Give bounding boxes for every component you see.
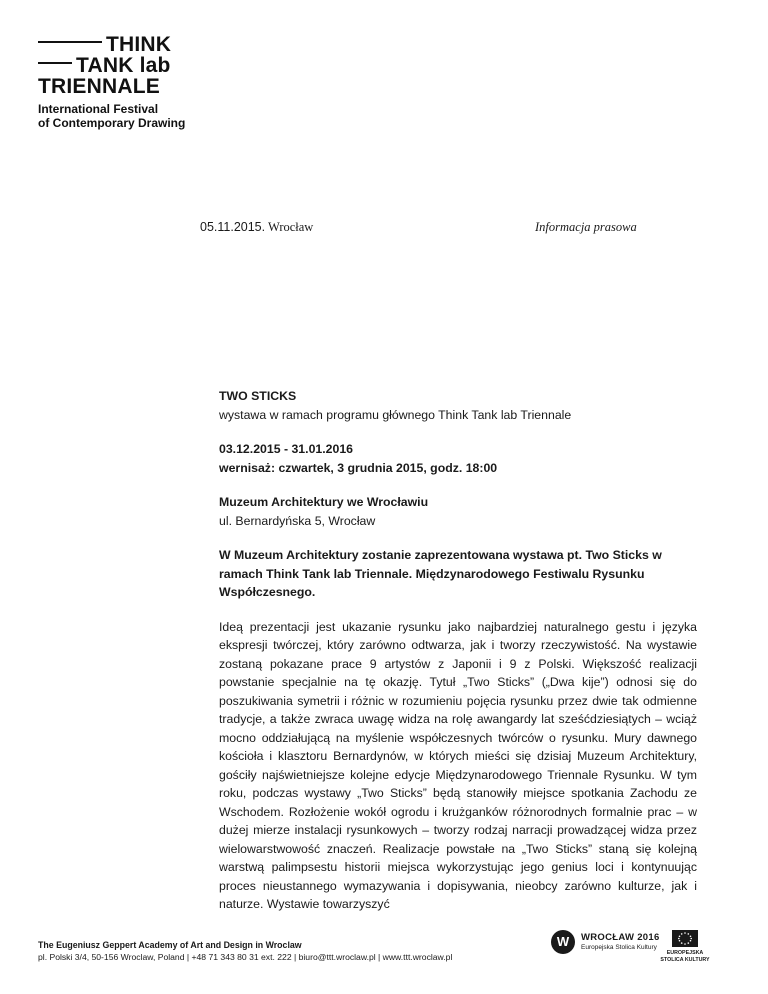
wroclaw-2016-subtitle: Europejska Stolica Kultury bbox=[581, 944, 657, 951]
festival-logo bbox=[38, 34, 208, 134]
w-circle-icon: W bbox=[551, 930, 575, 954]
eu-label-1: EUROPEJSKA bbox=[666, 950, 704, 956]
logo-word-triennale: TRIENNALE bbox=[38, 75, 160, 98]
body-paragraph: Ideą prezentacji jest ukazanie rysunku jako najbardziej naturalnego gestu i języka ekspresji twórczej, który zarówno odtwarza, jak i tworzy rzeczywistość. Na wystawie zostaną pokazane prace 9 artystów z Japonii i 9 z Polski. Większość realizacji powstanie specjalnie na tę okazję. Tytuł „Two Sticks” („Dwa kije”) odnosi się do poszukiwania symetrii i różnic w rozumieniu pojęcia rysunku przez dwie tak odmienne tradycje, a także zwraca uwagę widza na rolę awangardy lat sześćdziesiątych – wciąż mocno oddziałującą na myślenie współczesnych twórców o rysunku. Mury dawnego kościoła i klasztoru Bernardynów, w których mieści się dzisiaj Muzeum Architektury, gościły najświetniejsze kolejne edycje Międzynarodowego Triennale Rysunku. W tym roku, podczas wystawy „Two Sticks” będą stanowiły miejsce spotkania Zachodu ze Wschodem. Rozłożenie wokół ogrodu i krużganków różnorodnych formalnie prac – w dużej mierze instalacji rysunkowych – tworzy rodzaj narracji prowadzącej widza przez wielowarstwowość znaczeń. Realizacje powstałe na „Two Sticks” staną się kolejną warstwą palimpsestu historii miejsca wykorzystując jego genius loci i kontynuując proces nieustannego wymazywania i dopisywania, nieobcy zarówno kulturze, jak i naturze. Wystawie towarzyszyć bbox=[219, 619, 697, 911]
exhibition-opening: wernisaż: czwartek, 3 grudnia 2015, godz. 18:00 bbox=[219, 460, 498, 475]
logo-word-think: THINK bbox=[106, 33, 172, 56]
exhibition-subtitle: wystawa w ramach programu głównego Think Tank lab Triennale bbox=[219, 407, 572, 422]
wroclaw-2016-logo bbox=[551, 930, 661, 960]
logo-subtitle-1: International Festival bbox=[38, 102, 159, 116]
eu-label-2: STOLICA KULTURY bbox=[660, 956, 710, 963]
press-content bbox=[219, 387, 697, 914]
footer-organization: The Eugeniusz Geppert Academy of Art and Design in Wroclaw bbox=[38, 940, 302, 950]
logo-line bbox=[38, 41, 102, 43]
venue-name: Muzeum Architektury we Wrocławiu bbox=[219, 495, 429, 509]
lead-paragraph: W Muzeum Architektury zostanie zaprezentowana wystawa pt. Two Sticks w ramach Think Tank lab Triennale. Międzynarodowego Festiwalu Rysunku Współczesnego. bbox=[219, 548, 662, 599]
footer bbox=[38, 939, 452, 963]
exhibition-title: TWO STICKS bbox=[219, 389, 297, 403]
venue-address: ul. Bernardyńska 5, Wrocław bbox=[219, 513, 376, 528]
logo-subtitle-2: of Contemporary Drawing bbox=[38, 116, 186, 130]
eu-flag-icon bbox=[672, 930, 698, 947]
press-release-label: Informacja prasowa bbox=[535, 220, 637, 234]
wroclaw-2016-title: WROCŁAW 2016 bbox=[581, 932, 660, 943]
release-date: 05.11.2015. bbox=[200, 220, 266, 234]
footer-contact: pl. Polski 3/4, 50-156 Wroclaw, Poland | +48 71 343 80 31 ext. 222 | biuro@ttt.wroclaw.pl | www.ttt.wroclaw.pl bbox=[38, 952, 453, 962]
dateline bbox=[200, 220, 313, 235]
exhibition-dates: 03.12.2015 - 31.01.2016 bbox=[219, 442, 354, 456]
logo-word-tank: TANK lab bbox=[76, 54, 171, 77]
eu-capital-of-culture-logo bbox=[655, 930, 715, 964]
logo-line bbox=[38, 62, 72, 64]
release-city: Wrocław bbox=[268, 220, 314, 234]
